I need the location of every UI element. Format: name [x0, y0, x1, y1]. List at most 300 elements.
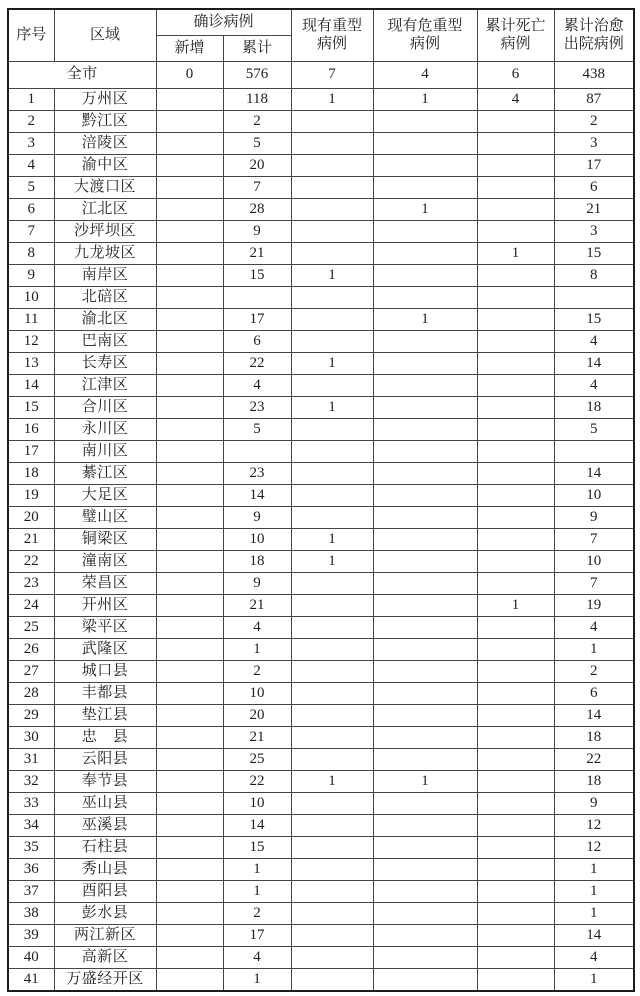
cell-severe-cases: 1 [291, 353, 373, 375]
cell-total-cases: 20 [223, 155, 291, 177]
table-row [8, 617, 634, 639]
cell-serial: 23 [8, 573, 54, 595]
cell-total-cases: 17 [223, 925, 291, 947]
cell-cured-cases: 10 [554, 485, 634, 507]
cell-death-cases [477, 705, 554, 727]
cell-severe-cases [291, 375, 373, 397]
cell-total-cases: 1 [223, 881, 291, 903]
table-row [8, 463, 634, 485]
cell-critical-cases [373, 617, 477, 639]
cell-critical-cases [373, 353, 477, 375]
cell-new-cases [156, 507, 223, 529]
cell-death-cases [477, 749, 554, 771]
cell-death-cases [477, 969, 554, 992]
cell-cured-cases: 1 [554, 859, 634, 881]
cell-region: 垫江县 [54, 705, 156, 727]
cell-cured-cases: 4 [554, 331, 634, 353]
cell-serial: 15 [8, 397, 54, 419]
cell-new-cases [156, 705, 223, 727]
table-row [8, 771, 634, 793]
cell-critical-cases [373, 529, 477, 551]
cell-severe-cases [291, 705, 373, 727]
cell-death-cases [477, 199, 554, 221]
cell-death-cases [477, 397, 554, 419]
cell-cured-cases: 12 [554, 837, 634, 859]
cell-total-cases: 6 [223, 331, 291, 353]
table-row [8, 969, 634, 992]
cell-death-cases [477, 375, 554, 397]
cell-critical-cases [373, 331, 477, 353]
cell-critical-cases [373, 287, 477, 309]
cell-critical-cases [373, 155, 477, 177]
cell-serial: 18 [8, 463, 54, 485]
cell-new-cases [156, 441, 223, 463]
cell-death-cases [477, 617, 554, 639]
header-severe-line2: 病例 [317, 35, 348, 52]
table-row [8, 287, 634, 309]
cell-cured-cases: 12 [554, 815, 634, 837]
cell-severe-cases [291, 111, 373, 133]
cell-new-cases [156, 925, 223, 947]
cell-death-cases [477, 837, 554, 859]
table-row [8, 793, 634, 815]
cell-death-cases [477, 353, 554, 375]
table-row [8, 837, 634, 859]
cell-total-cases: 15 [223, 837, 291, 859]
cell-cured-cases: 1 [554, 969, 634, 992]
cell-region: 长寿区 [54, 353, 156, 375]
cell-new-cases [156, 661, 223, 683]
cell-region: 酉阳县 [54, 881, 156, 903]
cell-region: 南川区 [54, 441, 156, 463]
cell-cured-cases: 9 [554, 507, 634, 529]
cell-region: 大足区 [54, 485, 156, 507]
cell-serial: 3 [8, 133, 54, 155]
header-region: 区域 [54, 9, 156, 62]
header-cured [554, 9, 634, 62]
cell-critical-cases [373, 837, 477, 859]
cell-cured-cases: 21 [554, 199, 634, 221]
cell-new-cases [156, 353, 223, 375]
summary-death-cases: 6 [477, 62, 554, 89]
cell-cured-cases: 4 [554, 617, 634, 639]
table-row [8, 419, 634, 441]
cell-severe-cases [291, 309, 373, 331]
cell-total-cases: 14 [223, 485, 291, 507]
cell-critical-cases [373, 815, 477, 837]
cell-region: 渝北区 [54, 309, 156, 331]
header-cured-line2: 出院病例 [563, 35, 624, 52]
cell-total-cases: 2 [223, 111, 291, 133]
cell-severe-cases [291, 661, 373, 683]
cell-severe-cases: 1 [291, 89, 373, 111]
table-row [8, 485, 634, 507]
summary-severe-cases: 7 [291, 62, 373, 89]
cell-cured-cases: 8 [554, 265, 634, 287]
cell-new-cases [156, 639, 223, 661]
table-row [8, 947, 634, 969]
cell-cured-cases: 19 [554, 595, 634, 617]
cell-serial: 10 [8, 287, 54, 309]
cell-total-cases: 2 [223, 903, 291, 925]
header-serial: 序号 [8, 9, 54, 62]
cell-total-cases: 9 [223, 507, 291, 529]
cell-cured-cases: 7 [554, 529, 634, 551]
cell-cured-cases: 1 [554, 881, 634, 903]
cell-new-cases [156, 595, 223, 617]
cell-new-cases [156, 969, 223, 992]
table-row [8, 639, 634, 661]
cell-serial: 11 [8, 309, 54, 331]
cell-death-cases [477, 177, 554, 199]
cell-death-cases [477, 309, 554, 331]
cell-total-cases: 9 [223, 573, 291, 595]
cell-critical-cases: 1 [373, 771, 477, 793]
cell-new-cases [156, 551, 223, 573]
cell-serial: 13 [8, 353, 54, 375]
table-body [8, 62, 634, 992]
cell-death-cases [477, 815, 554, 837]
cell-critical-cases [373, 573, 477, 595]
table-row [8, 243, 634, 265]
cell-serial: 5 [8, 177, 54, 199]
cell-serial: 39 [8, 925, 54, 947]
cell-new-cases [156, 375, 223, 397]
cell-critical-cases: 1 [373, 199, 477, 221]
cell-severe-cases: 1 [291, 397, 373, 419]
cell-serial: 41 [8, 969, 54, 992]
table-row [8, 265, 634, 287]
header-critical-line2: 病例 [410, 35, 441, 52]
cell-total-cases: 5 [223, 419, 291, 441]
cell-total-cases: 15 [223, 265, 291, 287]
cell-critical-cases [373, 485, 477, 507]
cell-serial: 12 [8, 331, 54, 353]
cell-region: 江北区 [54, 199, 156, 221]
cell-region: 彭水县 [54, 903, 156, 925]
cell-region: 铜梁区 [54, 529, 156, 551]
cell-death-cases [477, 419, 554, 441]
cell-severe-cases [291, 177, 373, 199]
cell-new-cases [156, 529, 223, 551]
cell-region: 武隆区 [54, 639, 156, 661]
table-row [8, 133, 634, 155]
cell-region: 两江新区 [54, 925, 156, 947]
cell-death-cases [477, 485, 554, 507]
cell-death-cases [477, 111, 554, 133]
covid-stats-table [7, 8, 635, 992]
cell-total-cases: 10 [223, 683, 291, 705]
cell-critical-cases [373, 133, 477, 155]
cell-cured-cases: 14 [554, 925, 634, 947]
cell-serial: 33 [8, 793, 54, 815]
cell-region: 万州区 [54, 89, 156, 111]
cell-region: 奉节县 [54, 771, 156, 793]
cell-new-cases [156, 573, 223, 595]
cell-death-cases [477, 287, 554, 309]
cell-total-cases: 28 [223, 199, 291, 221]
cell-severe-cases [291, 287, 373, 309]
cell-critical-cases: 1 [373, 309, 477, 331]
table-row [8, 309, 634, 331]
cell-new-cases [156, 727, 223, 749]
cell-serial: 34 [8, 815, 54, 837]
cell-cured-cases: 14 [554, 705, 634, 727]
cell-cured-cases: 14 [554, 353, 634, 375]
cell-critical-cases [373, 177, 477, 199]
cell-cured-cases: 14 [554, 463, 634, 485]
cell-total-cases: 18 [223, 551, 291, 573]
cell-region: 巴南区 [54, 331, 156, 353]
cell-serial: 28 [8, 683, 54, 705]
cell-critical-cases [373, 221, 477, 243]
cell-severe-cases [291, 573, 373, 595]
cell-total-cases: 22 [223, 353, 291, 375]
cell-severe-cases: 1 [291, 529, 373, 551]
cell-serial: 16 [8, 419, 54, 441]
cell-total-cases: 23 [223, 397, 291, 419]
header-confirmed-new: 新增 [156, 36, 223, 62]
cell-region: 九龙坡区 [54, 243, 156, 265]
cell-cured-cases [554, 441, 634, 463]
cell-serial: 1 [8, 89, 54, 111]
cell-severe-cases [291, 947, 373, 969]
cell-critical-cases [373, 507, 477, 529]
cell-total-cases: 10 [223, 793, 291, 815]
cell-critical-cases [373, 397, 477, 419]
table-row [8, 749, 634, 771]
cell-severe-cases [291, 243, 373, 265]
cell-total-cases: 20 [223, 705, 291, 727]
cell-severe-cases [291, 595, 373, 617]
cell-critical-cases [373, 111, 477, 133]
cell-severe-cases [291, 727, 373, 749]
table-row [8, 441, 634, 463]
table-row [8, 595, 634, 617]
cell-serial: 35 [8, 837, 54, 859]
cell-critical-cases [373, 463, 477, 485]
cell-cured-cases: 3 [554, 133, 634, 155]
cell-total-cases: 21 [223, 727, 291, 749]
cell-total-cases: 23 [223, 463, 291, 485]
cell-severe-cases [291, 485, 373, 507]
cell-severe-cases: 1 [291, 771, 373, 793]
cell-region: 合川区 [54, 397, 156, 419]
cell-new-cases [156, 947, 223, 969]
cell-critical-cases [373, 881, 477, 903]
cell-cured-cases: 2 [554, 661, 634, 683]
cell-severe-cases [291, 133, 373, 155]
summary-critical-cases: 4 [373, 62, 477, 89]
cell-death-cases [477, 947, 554, 969]
cell-severe-cases [291, 683, 373, 705]
cell-new-cases [156, 463, 223, 485]
cell-cured-cases: 6 [554, 177, 634, 199]
cell-severe-cases [291, 221, 373, 243]
cell-total-cases: 118 [223, 89, 291, 111]
cell-death-cases [477, 727, 554, 749]
cell-severe-cases [291, 859, 373, 881]
cell-new-cases [156, 397, 223, 419]
cell-total-cases: 1 [223, 859, 291, 881]
cell-new-cases [156, 331, 223, 353]
header-deaths [477, 9, 554, 62]
cell-new-cases [156, 771, 223, 793]
header-confirmed-group: 确诊病例 [156, 9, 291, 36]
cell-serial: 38 [8, 903, 54, 925]
cell-serial: 32 [8, 771, 54, 793]
cell-critical-cases [373, 661, 477, 683]
cell-death-cases: 4 [477, 89, 554, 111]
cell-region: 璧山区 [54, 507, 156, 529]
cell-death-cases [477, 529, 554, 551]
cell-new-cases [156, 749, 223, 771]
cell-region: 大渡口区 [54, 177, 156, 199]
cell-serial: 30 [8, 727, 54, 749]
cell-new-cases [156, 617, 223, 639]
cell-region: 渝中区 [54, 155, 156, 177]
table-row [8, 89, 634, 111]
cell-region: 开州区 [54, 595, 156, 617]
cell-cured-cases: 17 [554, 155, 634, 177]
summary-total-cases: 576 [223, 62, 291, 89]
cell-total-cases: 1 [223, 639, 291, 661]
cell-cured-cases: 15 [554, 309, 634, 331]
cell-death-cases [477, 221, 554, 243]
cell-total-cases: 1 [223, 969, 291, 992]
cell-serial: 25 [8, 617, 54, 639]
cell-region: 梁平区 [54, 617, 156, 639]
cell-region: 潼南区 [54, 551, 156, 573]
cell-region: 荣昌区 [54, 573, 156, 595]
cell-cured-cases: 18 [554, 397, 634, 419]
cell-severe-cases [291, 749, 373, 771]
table-row [8, 727, 634, 749]
cell-severe-cases [291, 837, 373, 859]
cell-severe-cases [291, 639, 373, 661]
cell-severe-cases [291, 925, 373, 947]
cell-serial: 6 [8, 199, 54, 221]
cell-new-cases [156, 155, 223, 177]
cell-total-cases: 25 [223, 749, 291, 771]
table-row [8, 881, 634, 903]
cell-severe-cases [291, 617, 373, 639]
header-deaths-line2: 病例 [500, 35, 531, 52]
cell-new-cases [156, 485, 223, 507]
cell-region: 万盛经开区 [54, 969, 156, 992]
cell-new-cases [156, 793, 223, 815]
cell-new-cases [156, 199, 223, 221]
cell-new-cases [156, 881, 223, 903]
cell-new-cases [156, 815, 223, 837]
cell-serial: 22 [8, 551, 54, 573]
cell-region: 永川区 [54, 419, 156, 441]
table-row [8, 925, 634, 947]
cell-new-cases [156, 89, 223, 111]
cell-cured-cases: 10 [554, 551, 634, 573]
cell-critical-cases [373, 705, 477, 727]
cell-serial: 37 [8, 881, 54, 903]
cell-severe-cases [291, 507, 373, 529]
cell-region: 丰都县 [54, 683, 156, 705]
cell-total-cases: 9 [223, 221, 291, 243]
cell-death-cases [477, 859, 554, 881]
cell-new-cases [156, 221, 223, 243]
header-severe [291, 9, 373, 62]
cell-death-cases: 1 [477, 243, 554, 265]
cell-total-cases: 17 [223, 309, 291, 331]
summary-region: 全市 [8, 62, 156, 89]
cell-serial: 19 [8, 485, 54, 507]
cell-critical-cases [373, 265, 477, 287]
cell-serial: 9 [8, 265, 54, 287]
cell-death-cases [477, 265, 554, 287]
cell-cured-cases: 15 [554, 243, 634, 265]
cell-region: 沙坪坝区 [54, 221, 156, 243]
cell-region: 綦江区 [54, 463, 156, 485]
cell-cured-cases: 5 [554, 419, 634, 441]
cell-critical-cases [373, 859, 477, 881]
cell-cured-cases: 22 [554, 749, 634, 771]
table-header [8, 9, 634, 62]
cell-cured-cases: 1 [554, 903, 634, 925]
table-row [8, 375, 634, 397]
header-cured-line1: 累计治愈 [563, 18, 624, 35]
cell-cured-cases: 87 [554, 89, 634, 111]
cell-region: 忠 县 [54, 727, 156, 749]
cell-new-cases [156, 111, 223, 133]
cell-serial: 4 [8, 155, 54, 177]
header-confirmed-total: 累计 [223, 36, 291, 62]
table-row [8, 155, 634, 177]
cell-death-cases [477, 507, 554, 529]
cell-total-cases: 21 [223, 595, 291, 617]
table-row [8, 705, 634, 727]
table-row [8, 353, 634, 375]
table-row [8, 551, 634, 573]
cell-severe-cases: 1 [291, 551, 373, 573]
table-row [8, 859, 634, 881]
cell-critical-cases [373, 903, 477, 925]
cell-death-cases [477, 133, 554, 155]
cell-severe-cases [291, 881, 373, 903]
table-row [8, 573, 634, 595]
cell-severe-cases [291, 331, 373, 353]
cell-cured-cases: 2 [554, 111, 634, 133]
cell-death-cases [477, 463, 554, 485]
table-row [8, 529, 634, 551]
cell-cured-cases: 4 [554, 947, 634, 969]
cell-cured-cases: 3 [554, 221, 634, 243]
header-severe-line1: 现有重型 [302, 18, 363, 35]
cell-cured-cases: 18 [554, 771, 634, 793]
cell-new-cases [156, 837, 223, 859]
cell-new-cases [156, 419, 223, 441]
summary-row [8, 62, 634, 89]
cell-region: 黔江区 [54, 111, 156, 133]
cell-critical-cases [373, 727, 477, 749]
cell-region: 石柱县 [54, 837, 156, 859]
cell-new-cases [156, 309, 223, 331]
cell-death-cases [477, 925, 554, 947]
cell-new-cases [156, 133, 223, 155]
cell-serial: 26 [8, 639, 54, 661]
cell-critical-cases [373, 243, 477, 265]
cell-total-cases: 5 [223, 133, 291, 155]
cell-death-cases [477, 639, 554, 661]
cell-cured-cases: 6 [554, 683, 634, 705]
table-row [8, 397, 634, 419]
